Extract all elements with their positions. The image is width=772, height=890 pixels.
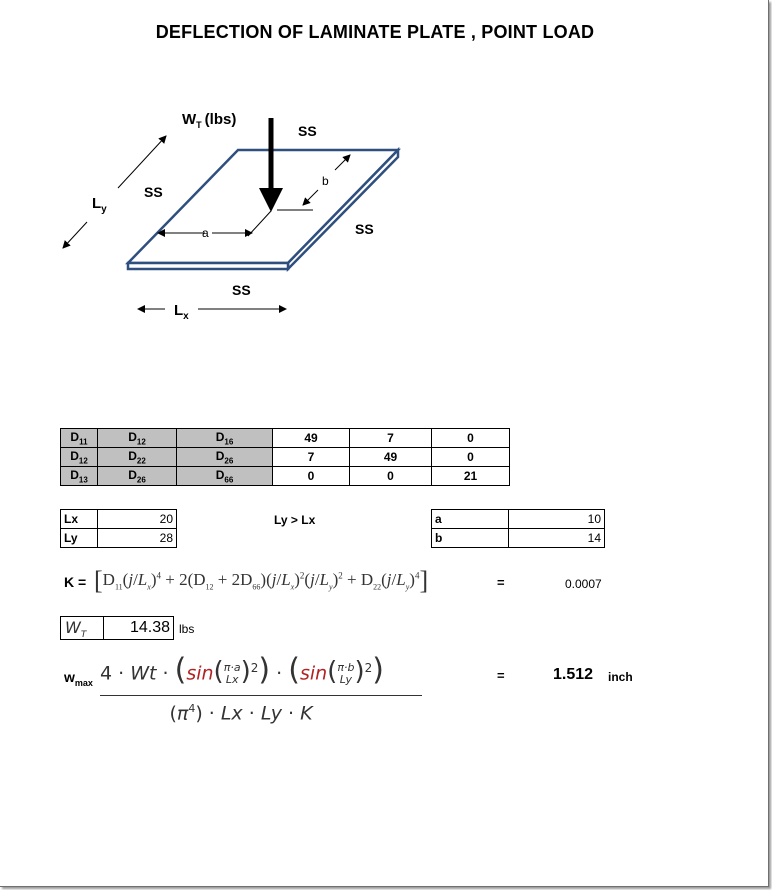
ly-label: Ly [61, 529, 98, 548]
edge-top-label: SS [298, 123, 317, 139]
wt-label: $W_T$ [65, 618, 87, 641]
d-label-cell: $D_{26}$ [98, 467, 177, 486]
d-value-cell[interactable]: 49 [273, 429, 350, 448]
k-value: 0.0007 [565, 577, 602, 591]
d-label-cell: $D_{11}$ [61, 429, 98, 448]
d-value-cell[interactable]: 7 [273, 448, 350, 467]
d-value-cell[interactable]: 7 [350, 429, 432, 448]
aspect-condition: Ly > Lx [274, 513, 316, 527]
wt-unit: lbs [179, 622, 195, 636]
k-formula: $[D_{11}(j/L_x)^4 + 2(D_{12} + 2D_{66})(j/L_x)^2(j/L_y)^2 + D_{22}(j/L_y)^4]$ [94, 566, 429, 595]
d-value-cell[interactable]: 0 [273, 467, 350, 486]
edge-bottom-label: SS [232, 282, 251, 298]
dim-ly-label: $L_y$ [92, 195, 107, 215]
wt-value[interactable]: 14.38 [103, 617, 170, 639]
page-title: DEFLECTION OF LAMINATE PLATE , POINT LOAD [155, 22, 595, 42]
d-label-cell: $D_{26}$ [177, 448, 273, 467]
wmax-unit: inch [608, 670, 633, 684]
dim-ly-arrow-up [118, 136, 166, 188]
dim-lx-label: $L_x$ [174, 302, 189, 322]
edge-right-label: SS [355, 221, 374, 237]
b-label: b [432, 529, 509, 548]
lx-label: Lx [61, 510, 98, 529]
wmax-formula [100, 645, 425, 725]
load-label: $W_T$ (lbs) [182, 111, 237, 130]
wmax-label: $w_{max}$ [64, 669, 93, 688]
plate-top-face [128, 150, 398, 263]
dim-ly-arrow-down [63, 222, 87, 248]
plate-front-edge [128, 263, 288, 269]
wmax-numerator: 4 · Wt · (sin(π·a Lx)$^2$) · (sin(π·b Ly)$^2$) [100, 652, 384, 688]
b-value[interactable]: 14 [509, 529, 605, 548]
wt-input-box[interactable] [60, 616, 174, 640]
a-label: a [432, 510, 509, 529]
d-label-cell: $D_{12}$ [61, 448, 98, 467]
plate-dims-table [60, 509, 177, 548]
d-label-cell: $D_{22}$ [98, 448, 177, 467]
wmax-equals: = [497, 668, 505, 683]
d-value-cell[interactable]: 0 [432, 448, 510, 467]
lx-value[interactable]: 20 [98, 510, 177, 529]
dim-b-label: b [322, 174, 329, 188]
ly-value[interactable]: 28 [98, 529, 177, 548]
a-value[interactable]: 10 [509, 510, 605, 529]
d-label-cell: $D_{12}$ [98, 429, 177, 448]
wmax-denominator: $(\pi^4) \cdot Lx \cdot Ly \cdot K$ [169, 702, 313, 725]
d-label-cell: $D_{13}$ [61, 467, 98, 486]
plate-diagram [50, 100, 430, 330]
d-value-cell[interactable]: 0 [432, 429, 510, 448]
edge-left-label: SS [144, 184, 163, 200]
d-matrix-table [60, 428, 510, 486]
dim-a-label: a [202, 226, 209, 240]
d-label-cell: $D_{16}$ [177, 429, 273, 448]
k-equals: = [497, 575, 505, 590]
wmax-value: 1.512 [553, 666, 594, 683]
d-value-cell[interactable]: 0 [350, 467, 432, 486]
d-label-cell: $D_{66}$ [177, 467, 273, 486]
k-label: K = [64, 574, 87, 590]
d-value-cell[interactable]: 49 [350, 448, 432, 467]
d-value-cell[interactable]: 21 [432, 467, 510, 486]
load-position-table [431, 509, 605, 548]
